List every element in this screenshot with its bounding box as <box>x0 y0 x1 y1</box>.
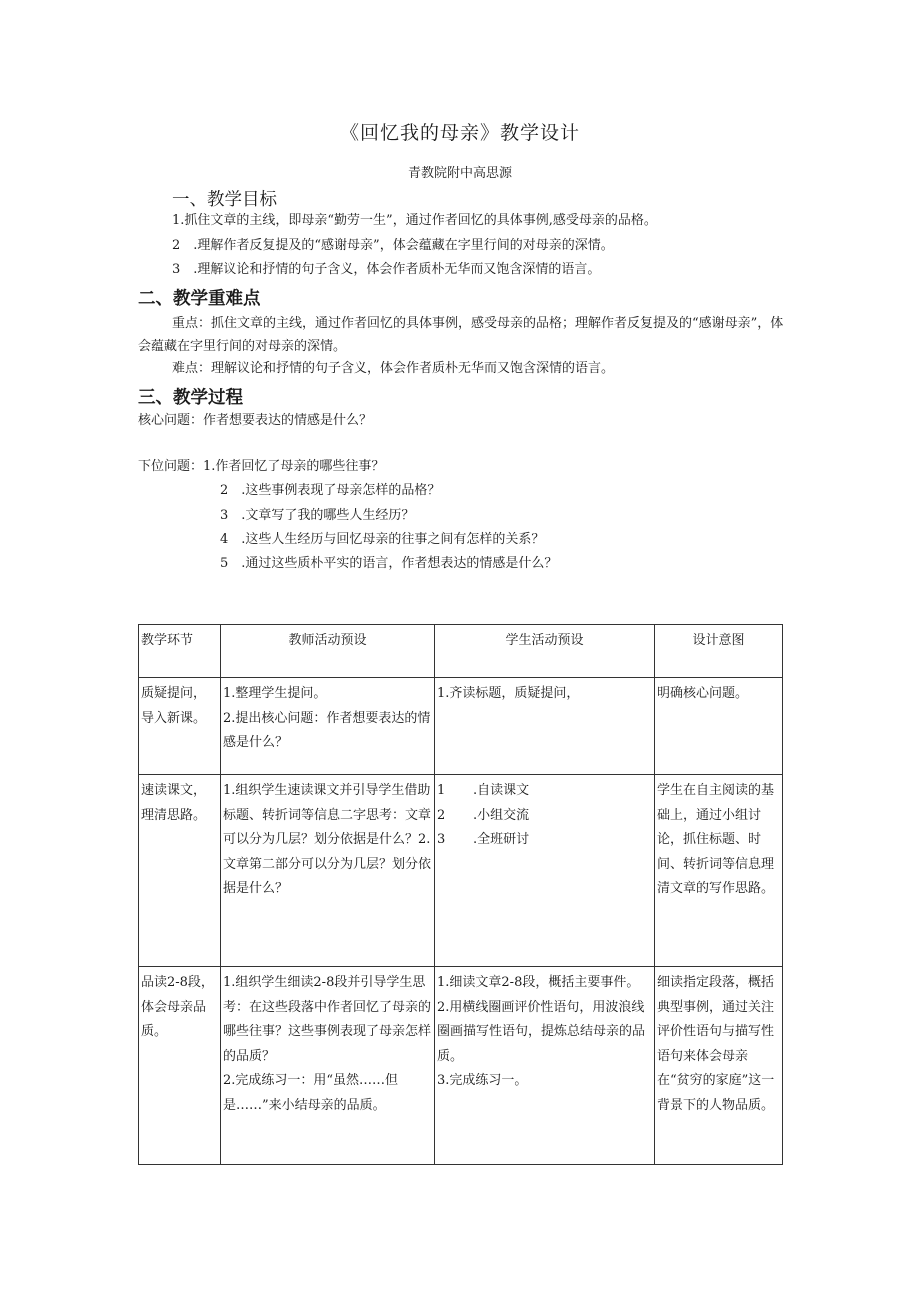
row1-teacher-line-2: 2.提出核心问题：作者想要表达的情感是什么？ <box>223 710 431 750</box>
header-intent: 设计意图 <box>655 625 783 678</box>
row3-teacher <box>221 967 435 1165</box>
row2-stage: 速读课文，理清思路。 <box>139 775 221 967</box>
sub-question-1: 1.作者回忆了母亲的哪些往事？ <box>203 459 385 474</box>
row1-stage: 质疑提问，导入新课。 <box>139 678 221 775</box>
table-row <box>139 775 783 967</box>
sub-question-4: 4 .这些人生经历与回忆母亲的往事之间有怎样的关系？ <box>220 532 545 547</box>
row1-intent: 明确核心问题。 <box>655 678 783 775</box>
table-row <box>139 967 783 1165</box>
table-header-row <box>139 625 783 678</box>
row3-teacher-line-2: 2.完成练习一：用“虽然……但是……”来小结母亲的品质。 <box>223 1073 399 1113</box>
row2-teacher: 1.组织学生速读课文并引导学生借助标题、转折词等信息二字思考：文章可以分为几层？划分依据是什么？2.文章第二部分可以分为几层？划分依据是什么？ <box>221 775 435 967</box>
row2-student-line-2: 2 .小组交流 <box>437 807 530 823</box>
row3-student-line-1: 1.细读文章2-8段，概括主要事件。 <box>437 975 640 990</box>
sub-question-3: 3 .文章写了我的哪些人生经历？ <box>220 508 415 523</box>
row2-student-line-1: 1 .自读课文 <box>437 783 530 798</box>
row3-intent: 细读指定段落，概括典型事例，通过关注评价性语句与描写性语句来体会母亲在“贫穷的家庭”这一背景下的人物品质。 <box>655 967 783 1165</box>
core-question: 核心问题：作者想要表达的情感是什么？ <box>138 413 373 428</box>
row3-stage: 品读2-8段，体会母亲品质。 <box>139 967 221 1165</box>
row1-teacher <box>221 678 435 775</box>
row3-teacher-line-1: 1.组织学生细读2-8段并引导学生思考：在这些段落中作者回忆了母亲的哪些往事？这些事例表现了母亲怎样的品质？ <box>223 975 432 1064</box>
row1-teacher-line-1: 1.整理学生提问。 <box>223 686 327 701</box>
sub-question-2: 2 .这些事例表现了母亲怎样的品格？ <box>220 483 441 498</box>
author-line: 青教院附中高思源 <box>407 166 512 181</box>
header-stage: 教学环节 <box>139 625 221 678</box>
section-heading-key-points: 二、教学重难点 <box>138 289 261 309</box>
sub-questions-label <box>138 458 384 476</box>
row1-student <box>435 678 655 775</box>
row2-student <box>435 775 655 967</box>
row3-student-line-3: 3.完成练习一。 <box>437 1073 528 1088</box>
row2-intent: 学生在自主阅读的基础上，通过小组讨论，抓住标题、时间、转折词等信息理清文章的写作思路。 <box>655 775 783 967</box>
table-row <box>139 678 783 775</box>
sub-question-5: 5 .通过这些质朴平实的语言，作者想表达的情感是什么？ <box>220 556 558 571</box>
section-heading-objectives: 一、教学目标 <box>172 190 277 210</box>
row1-student-line-1: 1.齐读标题，质疑提问， <box>437 686 580 701</box>
row2-student-line-3: 3 .全班研讨 <box>437 832 530 847</box>
sub-label: 下位问题： <box>138 459 204 474</box>
key-point-paragraph: 重点：抓住文章的主线，通过作者回忆的具体事例，感受母亲的品格；理解作者反复提及的“感谢母亲”，体会蕴藏在字里行间的对母亲的深情。 <box>138 316 784 354</box>
objective-item-2: 2 .理解作者反复提及的“感谢母亲”，体会蕴藏在字里行间的对母亲的深情。 <box>172 238 614 253</box>
objective-item-3: 3 .理解议论和抒情的句子含义，体会作者质朴无华而又饱含深情的语言。 <box>172 262 601 277</box>
teaching-plan-table <box>138 624 783 1165</box>
section-heading-process: 三、教学过程 <box>138 388 243 408</box>
header-teacher: 教师活动预设 <box>221 625 435 678</box>
difficulty-paragraph: 难点：理解议论和抒情的句子含义，体会作者质朴无华而又饱含深情的语言。 <box>172 361 615 376</box>
objective-item-1: 1.抓住文章的主线，即母亲“勤劳一生”，通过作者回忆的具体事例,感受母亲的品格。 <box>172 213 657 228</box>
row3-student-line-2: 2.用横线圈画评价性语句，用波浪线圈画描写性语句，提炼总结母亲的品质。 <box>437 999 646 1064</box>
row3-student <box>435 967 655 1165</box>
document-title: 《回忆我的母亲》教学设计 <box>339 122 580 144</box>
header-student: 学生活动预设 <box>435 625 655 678</box>
